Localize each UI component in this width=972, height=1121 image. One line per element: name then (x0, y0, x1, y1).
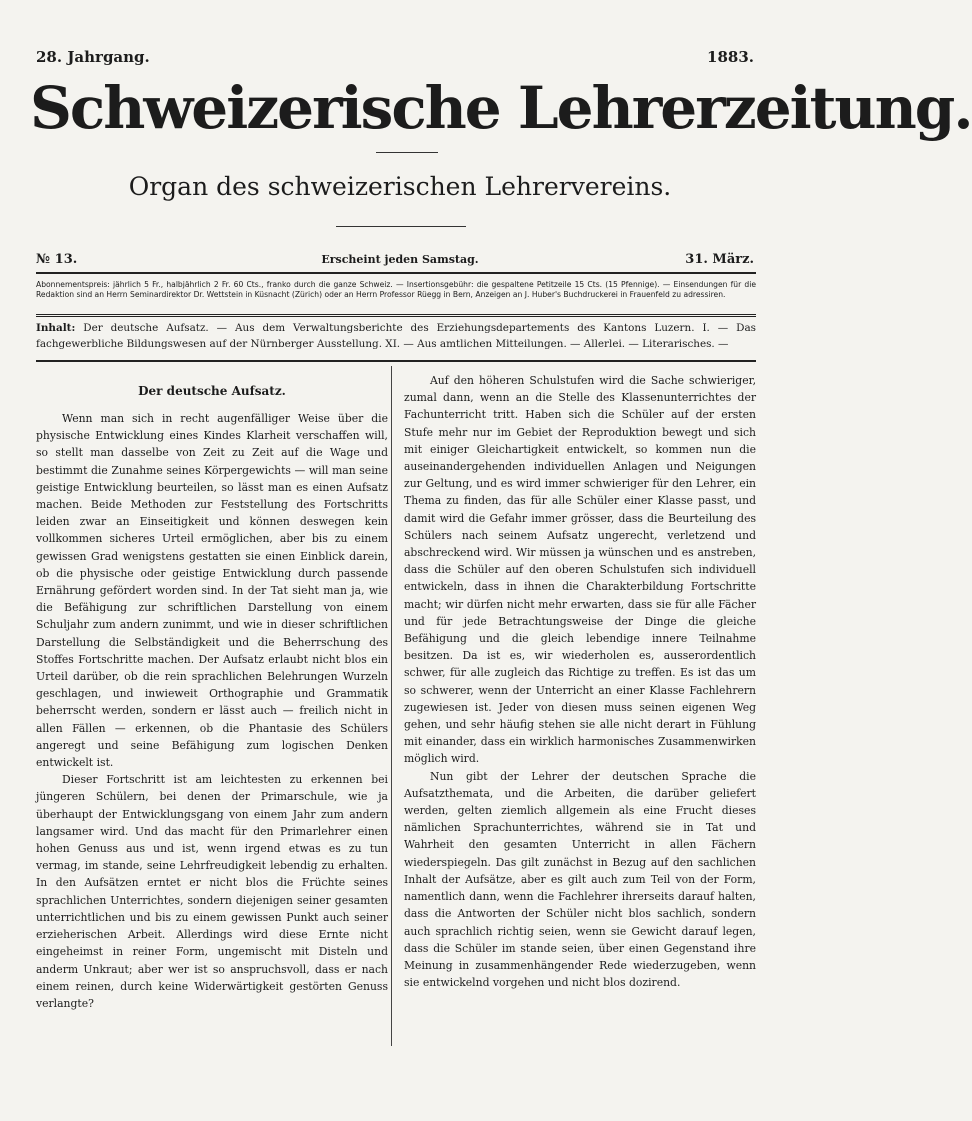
paragraph: Auf den höheren Schulstufen wird die Sache schwieriger, zumal dann, wenn an die Stelle des Klassenunterrichtes der Fachunterricht tritt. Haben sich die Schüler auf der ersten Stufe mehr nur im Gebiet der Reproduktion bewegt und sich mit einiger Gleichartigkeit entwickelt, so kommen nun die auseinandergehenden individuellen Anlagen und Neigungen zur Geltung, und es wird immer schwieriger für den Lehrer, ein Thema zu finden, das für alle Schüler einer Klasse passt, und damit wird die Gefahr immer grösser, dass die Beurteilung des Schülers nach seinem Aufsatz ungerecht, verletzend und abschreckend wird. Wir müssen ja wünschen und es anstreben, dass die Schüler auf den oberen Schulstufen sich individuell entwickeln, dass in ihnen die Charakterbildung Fortschritte macht; wir dürfen nicht mehr erwarten, dass sie für alle Fächer und für jede Betrachtungsweise der Dinge die gleiche Befähigung und die gleich lebendige innere Teilnahme besitzen. Da ist es, wir wiederholen es, ausserordentlich schwer, für alle zugleich das Richtige zu treffen. Es ist das um so schwerer, wenn der Unterricht an einer Klasse Fachlehrern zugewiesen ist. Jeder von diesen muss seinen eigenen Weg gehen, und sehr häufig stehen sie alle nicht derart in Fühlung mit einander, dass ein wirklich harmonisches Zusammenwirken möglich wird. (404, 374, 756, 766)
paragraph: Dieser Fortschritt ist am leichtesten zu erkennen bei jüngeren Schülern, bei denen der Primarschule, wie ja überhaupt der Entwicklungsgang von einem Jahr zum andern langsamer wird. Und das macht für den Primarlehrer einen hohen Genuss aus und ist, wenn irgend etwas es zu tun vermag, im stande, seine Lehrfreudigkeit lebendig zu erhalten. In den Aufsätzen erntet er nicht blos die Früchte seines sprachlichen Unterrichtes, sondern diejenigen seiner gesamten unterrichtlichen und bis zu einem gewissen Punkt auch seiner erzieherischen Arbeit. Allerdings wird diese Ernte nicht eingeheimst in reiner Form, ungemischt mit Disteln und anderm Unkraut; aber wer ist so anspruchsvoll, dass er nach einem reinen, durch keine Widerwärtigkeit gestörten Genuss verlangte? (36, 773, 388, 1010)
masthead-subtitle: Organ des schweizerischen Lehrervereins. (128, 172, 672, 201)
divider (36, 314, 756, 319)
table-of-contents (36, 320, 756, 352)
masthead-title: Schweizerische Lehrerzeitung. (30, 74, 972, 142)
paragraph: Nun gibt der Lehrer der deutschen Sprache die Aufsatzthemata, und die Arbeiten, die darüber geliefert werden, gelten ziemlich allgemein als eine Frucht dieses nämlichen Sprachunterrichtes, während sie in Tat und Wahrheit den gesamten Unterricht in allen Fächern wiederspiegeln. Das gilt zunächst in Bezug auf den sachlichen Inhalt der Aufsätze, aber es gilt auch zum Teil von der Form, namentlich dann, wenn die Fachlehrer ihrerseits darauf halten, dass die Antworten der Schüler nicht blos sachlich, sondern auch sprachlich richtig seien, wenn sie Gewicht darauf legen, dass die Schüler im stande seien, über einen Gegenstand ihre Meinung in zusammenhängender Rede wiederzugeben, wenn sie entwickelnd vorgehen und nicht blos dozirend. (404, 769, 756, 990)
divider (36, 360, 756, 362)
divider (336, 226, 466, 227)
divider (36, 272, 756, 274)
article-title: Der deutsche Aufsatz. (138, 384, 286, 398)
contents-text: Der deutsche Aufsatz. — Aus dem Verwaltungsberichte des Erziehungsdepartements des Kantons Luzern. I. — Das fachgewerbliche Bildungswesen auf der Nürnberger Ausstellung. XI. — Aus amtlichen Mitteilungen. — Allerlei. — Literarisches. — (36, 322, 756, 350)
paragraph: Wenn man sich in recht augenfälliger Weise über die physische Entwicklung eines Kindes Klarheit verschaffen will, so stellt man dasselbe von Zeit zu Zeit auf die Wage und bestimmt die Zunahme seines Körpergewichts — will man seine geistige Entwicklung beurteilen, so lässt man es einen Aufsatz machen. Beide Methoden zur Feststellung des Fortschritts leiden zwar an Einseitigkeit und können deswegen kein vollkommen sicheres Urteil ermöglichen, aber bis zu einem gewissen Grad wenigstens gestatten sie einen Einblick darein, ob die physische oder geistige Entwicklung durch passende Ernährung gefördert worden sind. In der Tat sieht man ja, wie die Befähigung zur schriftlichen Darstellung von einem Schuljahr zum andern zunimmt, und wie in dieser schriftlichen Darstellung die Selbständigkeit und die Beherrschung des Stoffes Fortschritte machen. Der Aufsatz erlaubt nicht blos ein Urteil darüber, ob die rein sprachlichen Belehrungen Wurzeln geschlagen, und inwieweit Orthographie und Grammatik beherrscht werden, sondern er lässt auch — freilich nicht in allen Fällen — erkennen, ob die Phantasie des Schülers angeregt und seine Befähigung zum logischen Denken entwickelt ist. (36, 412, 388, 770)
article-column-left (36, 372, 388, 1012)
year-label: 1883. (707, 48, 754, 66)
contents-label: Inhalt: (36, 322, 76, 334)
issue-date: 31. März. (685, 252, 754, 267)
article-column-right (404, 372, 756, 991)
volume-label: 28. Jahrgang. (36, 48, 150, 66)
publication-frequency: Erscheint jeden Samstag. (321, 253, 479, 266)
subscription-terms: Abonnementspreis: jährlich 5 Fr., halbjährlich 2 Fr. 60 Cts., franko durch die ganze Schweiz. — Insertionsgebühr: die gespaltene Petitzeile 15 Cts. (15 Pfennige). — Einsendungen für die Redaktion sind an Herrn Seminardirektor Dr. Wettstein in Küsnacht (Zürich) oder an Herrn Professor Rüegg in Bern, Anzeigen an J. Huber's Buchdruckerei in Frauenfeld zu adressiren. (36, 280, 756, 299)
divider (376, 152, 438, 153)
issue-number: № 13. (36, 252, 78, 267)
column-divider (391, 366, 392, 1046)
